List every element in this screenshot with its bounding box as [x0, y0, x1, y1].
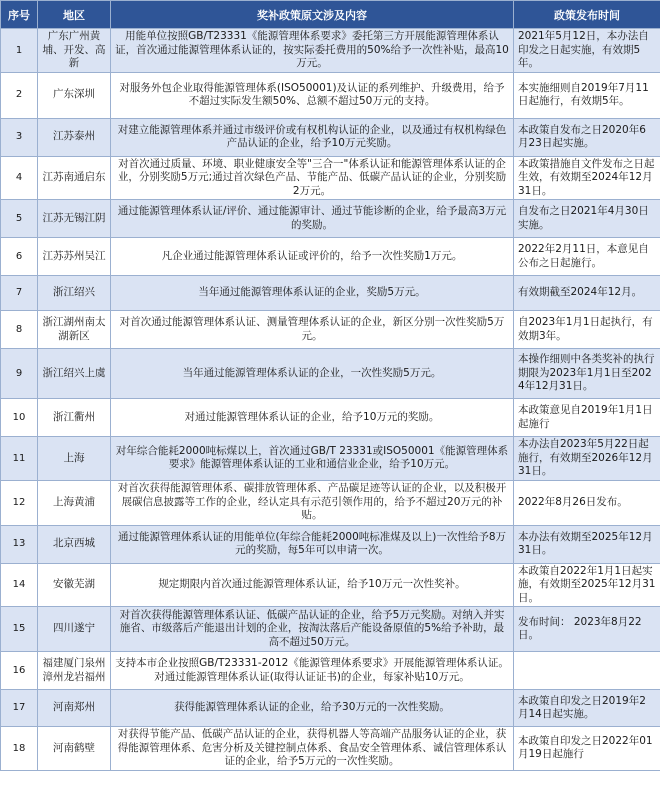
table-row	[1, 690, 660, 727]
row-region: 四川遂宁	[38, 607, 111, 652]
row-region: 福建厦门泉州漳州龙岩福州	[38, 652, 111, 690]
row-region: 河南郑州	[38, 690, 111, 727]
table-row	[1, 349, 660, 399]
row-region: 广东深圳	[38, 72, 111, 118]
row-time: 本操作细则中各类奖补的执行期限为2023年1月1日至2024年12月31日。	[514, 349, 660, 399]
row-time: 本办法自2023年5月22日起施行，有效期至2026年12月31日。	[514, 437, 660, 481]
row-time: 发布时间： 2023年8月22日。	[514, 607, 660, 652]
row-number: 6	[1, 238, 38, 276]
table-row	[1, 727, 660, 771]
row-region: 广东广州黄埔、开发、高新	[38, 29, 111, 73]
row-time: 有效期截至2024年12月。	[514, 276, 660, 311]
row-number: 15	[1, 607, 38, 652]
row-number: 12	[1, 480, 38, 525]
row-number: 11	[1, 437, 38, 481]
row-time: 本政策自印发之日2022年01月19日起施行	[514, 727, 660, 771]
row-content: 当年通过能源管理体系认证的企业，一次性奖励5万元。	[111, 349, 514, 399]
row-content: 对首次通过质量、环境、职业健康安全等"三合一"体系认证和能源管理体系认证的企业，分别奖励5万元;通过首次绿色产品、节能产品、低碳产品认证的企业，分别奖励2万元。	[111, 156, 514, 200]
row-time: 自发布之日2021年4月30日实施。	[514, 200, 660, 238]
row-number: 2	[1, 72, 38, 118]
row-region: 江苏苏州吴江	[38, 238, 111, 276]
row-content: 规定期限内首次通过能源管理体系认证，给予10万元一次性奖补。	[111, 563, 514, 607]
row-content: 对首次获得能源管理体系认证、低碳产品认证的企业，给予5万元奖励。对纳入并实施省、市级落后产能退出计划的企业，按淘汰落后产能设备原值的5%给予补助，最高不超过50万元。	[111, 607, 514, 652]
table-row	[1, 156, 660, 200]
row-content: 对年综合能耗2000吨标煤以上，首次通过GB/T 23331或ISO50001《能源管理体系要求》能源管理体系认证的工业和通信业企业，给予10万元。	[111, 437, 514, 481]
table-row	[1, 525, 660, 563]
table-header-row	[1, 1, 660, 29]
table-row	[1, 399, 660, 437]
row-number: 10	[1, 399, 38, 437]
row-content: 对首次通过能源管理体系认证、测量管理体系认证的企业，新区分别一次性奖励5万元。	[111, 311, 514, 349]
row-number: 17	[1, 690, 38, 727]
table-row	[1, 563, 660, 607]
table-row	[1, 437, 660, 481]
table-row	[1, 480, 660, 525]
row-region: 北京西城	[38, 525, 111, 563]
row-time: 本政策自印发之日2019年2月14日起实施。	[514, 690, 660, 727]
row-time: 本政策自发布之日2020年6月23日起实施。	[514, 118, 660, 156]
header-region: 地区	[38, 1, 111, 29]
row-region: 江苏泰州	[38, 118, 111, 156]
row-number: 1	[1, 29, 38, 73]
row-region: 浙江衢州	[38, 399, 111, 437]
row-time	[514, 652, 660, 690]
row-content: 对建立能源管理体系并通过市级评价或有权机构认证的企业，以及通过有权机构绿色产品认证的企业，给予10万元奖励。	[111, 118, 514, 156]
table-row	[1, 652, 660, 690]
row-region: 浙江绍兴上虞	[38, 349, 111, 399]
table-row	[1, 118, 660, 156]
row-number: 8	[1, 311, 38, 349]
row-content: 对首次获得能源管理体系、碳排放管理体系、产品碳足迹等认证的企业，以及积极开展碳信息披露等工作的企业，经认定具有示范引领作用的，给予不超过20万元的补贴。	[111, 480, 514, 525]
row-region: 浙江湖州南太湖新区	[38, 311, 111, 349]
row-region: 河南鹤壁	[38, 727, 111, 771]
row-number: 9	[1, 349, 38, 399]
row-region: 江苏南通启东	[38, 156, 111, 200]
row-content: 通过能源管理体系认证/评价、通过能源审计、通过节能诊断的企业，给予最高3万元的奖励。	[111, 200, 514, 238]
row-number: 18	[1, 727, 38, 771]
row-content: 支持本市企业按照GB/T23331-2012《能源管理体系要求》开展能源管理体系认证。对通过能源管理体系认证(取得认证证书)的企业，每家补贴10万元。	[111, 652, 514, 690]
row-region: 江苏无锡江阴	[38, 200, 111, 238]
row-number: 7	[1, 276, 38, 311]
table-row	[1, 29, 660, 73]
row-time: 本实施细则自2019年7月11日起施行，有效期5年。	[514, 72, 660, 118]
row-number: 5	[1, 200, 38, 238]
row-region: 安徽芜湖	[38, 563, 111, 607]
header-time: 政策发布时间	[514, 1, 660, 29]
row-time: 本政策自2022年1月1日起实施，有效期至2025年12月31日。	[514, 563, 660, 607]
row-content: 通过能源管理体系认证的用能单位(年综合能耗2000吨标准煤及以上)一次性给予8万元的奖励，每5年可以申请一次。	[111, 525, 514, 563]
row-number: 14	[1, 563, 38, 607]
row-region: 上海	[38, 437, 111, 481]
row-number: 3	[1, 118, 38, 156]
table-row	[1, 238, 660, 276]
row-content: 用能单位按照GB/T23331《能源管理体系要求》委托第三方开展能源管理体系认证，首次通过能源管理体系认证的，按实际委托费用的50%给予一次性补贴，最高10万元。	[111, 29, 514, 73]
row-time: 本政策意见自2019年1月1日起施行	[514, 399, 660, 437]
row-content: 对服务外包企业取得能源管理体系(ISO50001)及认证的系列维护、升级费用，给予不超过实际发生额50%、总额不超过50万元的支持。	[111, 72, 514, 118]
row-time: 本办法有效期至2025年12月31日。	[514, 525, 660, 563]
table-row	[1, 72, 660, 118]
row-time: 2021年5月12日，本办法自印发之日起实施，有效期5年。	[514, 29, 660, 73]
table-row	[1, 311, 660, 349]
row-number: 13	[1, 525, 38, 563]
table-row	[1, 200, 660, 238]
row-time: 本政策措施自文件发布之日起生效，有效期至2024年12月31日。	[514, 156, 660, 200]
row-region: 上海黄浦	[38, 480, 111, 525]
row-time: 2022年8月26日发布。	[514, 480, 660, 525]
header-no: 序号	[1, 1, 38, 29]
table-row	[1, 276, 660, 311]
table-row	[1, 607, 660, 652]
header-content: 奖补政策原文涉及内容	[111, 1, 514, 29]
row-content: 对获得节能产品、低碳产品认证的企业，获得机器人等高端产品服务认证的企业，获得能源管理体系、危害分析及关键控制点体系、食品安全管理体系、诚信管理体系认证的企业，给予5万元的一次性奖励。	[111, 727, 514, 771]
row-time: 2022年2月11日，本意见自公布之日起施行。	[514, 238, 660, 276]
row-number: 16	[1, 652, 38, 690]
row-time: 自2023年1月1日起执行，有效期3年。	[514, 311, 660, 349]
row-content: 当年通过能源管理体系认证的企业，奖励5万元。	[111, 276, 514, 311]
row-region: 浙江绍兴	[38, 276, 111, 311]
row-content: 凡企业通过能源管理体系认证或评价的，给予一次性奖励1万元。	[111, 238, 514, 276]
row-content: 获得能源管理体系认证的企业，给予30万元的一次性奖励。	[111, 690, 514, 727]
row-content: 对通过能源管理体系认证的企业，给予10万元的奖励。	[111, 399, 514, 437]
row-number: 4	[1, 156, 38, 200]
